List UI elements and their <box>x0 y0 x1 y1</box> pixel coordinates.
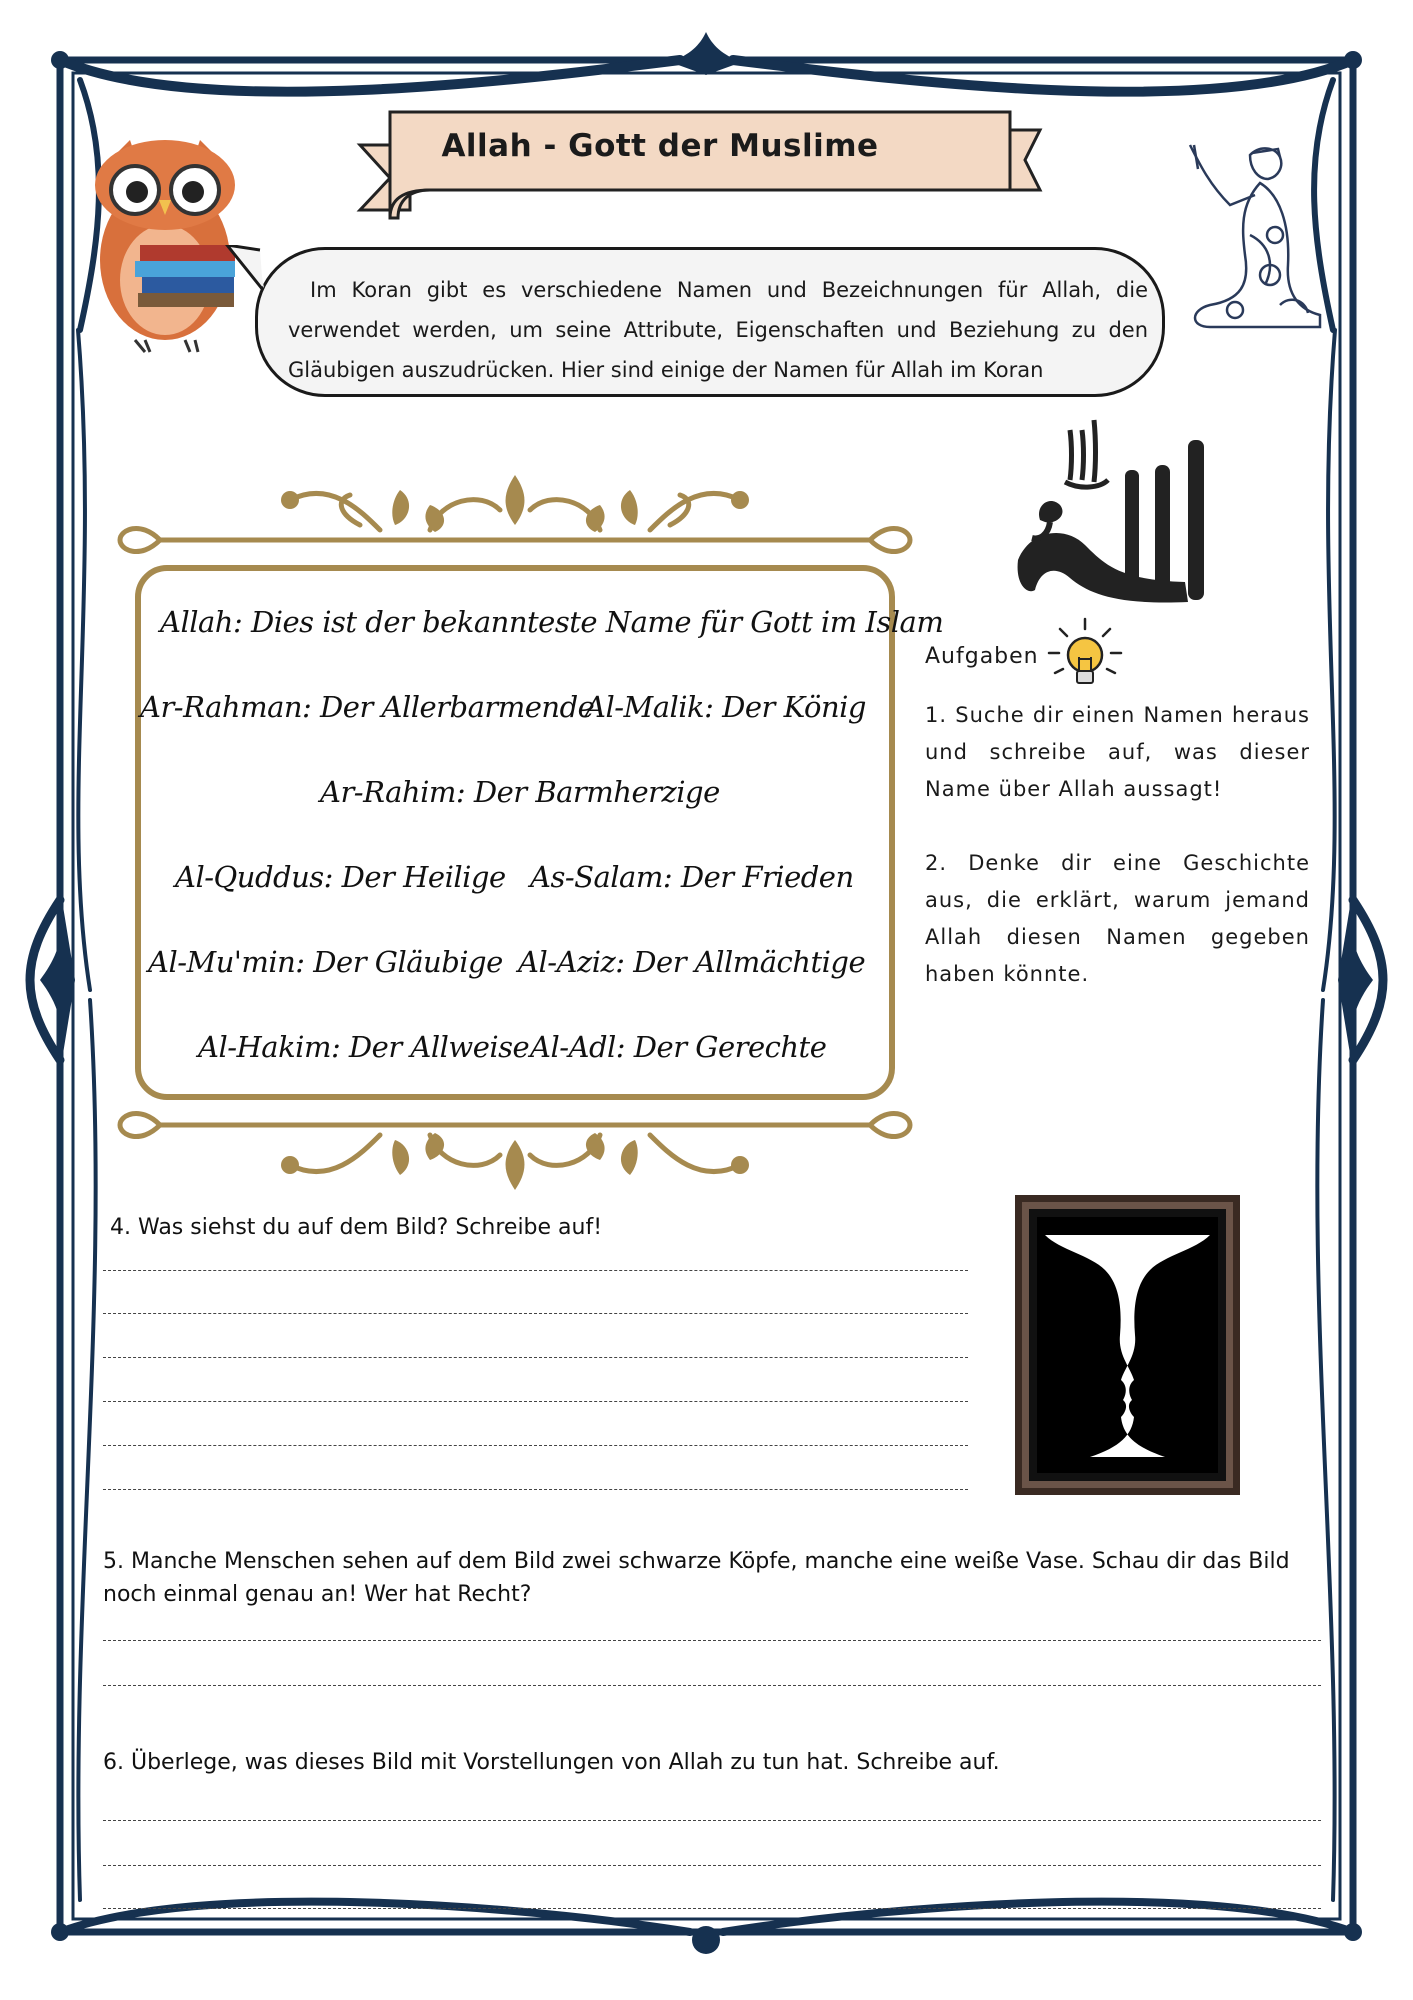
bubble-tail-cover <box>228 248 268 288</box>
name-ar-rahman: Ar-Rahman: Der Allerbarmende <box>140 690 595 724</box>
answer-line[interactable] <box>103 1685 1321 1686</box>
answer-line[interactable] <box>103 1489 968 1490</box>
lightbulb-icon <box>1045 615 1125 695</box>
question-4: 4. Was siehst du auf dem Bild? Schreibe auf! <box>110 1215 603 1240</box>
name-al-aziz: Al-Aziz: Der Allmächtige <box>518 945 866 979</box>
answer-line[interactable] <box>103 1270 968 1271</box>
names-box <box>135 565 895 1100</box>
page-title: Allah - Gott der Muslime <box>441 128 879 164</box>
answer-line[interactable] <box>103 1313 968 1314</box>
title-banner <box>350 100 1050 230</box>
ornament-top <box>100 470 930 570</box>
name-al-adl: Al-Adl: Der Gerechte <box>530 1030 827 1064</box>
allah-calligraphy <box>1010 410 1210 610</box>
question-6: 6. Überlege, was dieses Bild mit Vorstellungen von Allah zu tun hat. Schreibe auf. <box>103 1750 1000 1775</box>
answer-line[interactable] <box>103 1445 968 1446</box>
answer-line[interactable] <box>103 1908 1321 1909</box>
tasks-heading: Aufgaben <box>925 644 1039 669</box>
name-allah: Allah: Dies ist der bekannteste Name für Gott im Islam <box>160 605 944 639</box>
answer-line[interactable] <box>103 1820 1321 1821</box>
name-al-hakim: Al-Hakim: Der Allweise <box>198 1030 530 1064</box>
intro-text: Im Koran gibt es verschiedene Namen und Bezeichnungen für Allah, die verwendet werden, um seine Attribute, Eigenschaften und Beziehung zu den Gläubigen auszudrücken. Hier sind einige der Namen für Allah im Koran <box>288 278 1148 382</box>
name-al-mumin: Al-Mu'min: Der Gläubige <box>148 945 503 979</box>
name-as-salam: As-Salam: Der Frieden <box>530 860 854 894</box>
name-al-quddus: Al-Quddus: Der Heilige <box>175 860 506 894</box>
name-al-malik: Al-Malik: Der König <box>585 690 866 724</box>
question-5: 5. Manche Menschen sehen auf dem Bild zwei schwarze Köpfe, manche eine weiße Vase. Schau dir das Bild noch einmal genau an! Wer hat Recht? <box>103 1549 1290 1607</box>
ornament-bottom <box>100 1100 930 1200</box>
praying-man-icon <box>1180 135 1330 340</box>
intro-bubble <box>255 247 1165 397</box>
answer-line[interactable] <box>103 1865 1321 1866</box>
name-ar-rahim: Ar-Rahim: Der Barmherzige <box>320 775 720 809</box>
rubin-vase-image <box>1015 1195 1240 1495</box>
answer-line[interactable] <box>103 1640 1321 1641</box>
answer-line[interactable] <box>103 1401 968 1402</box>
task-2: 2. Denke dir eine Geschichte aus, die erklärt, warum jemand Allah diesen Namen gegeben haben könnte. <box>925 851 1310 986</box>
answer-line[interactable] <box>103 1357 968 1358</box>
owl-icon <box>80 130 255 355</box>
task-1: 1. Suche dir einen Namen heraus und schreibe auf, was dieser Name über Allah aussagt! <box>925 703 1310 801</box>
